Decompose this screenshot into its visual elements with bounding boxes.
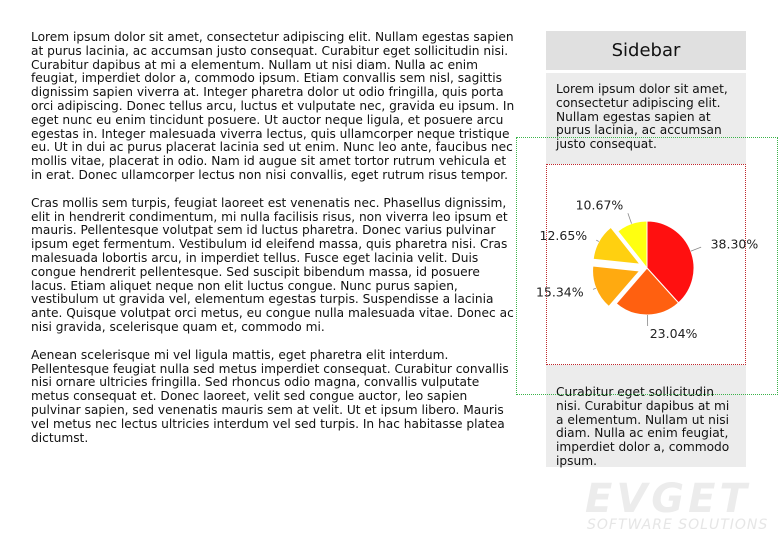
pie-data-label-4: 12.65% bbox=[539, 228, 588, 244]
sidebar-text-bottom: Curabitur eget sollicitudin nisi. Curabitur dapibus at mi a elementum. Nullam ut nisi diam. Nulla ac enim feugiat, imperdiet dolor a, commodo ipsum. bbox=[556, 385, 730, 468]
paragraph-3: Aenean scelerisque mi vel ligula mattis, eget pharetra elit interdum. Pellentesque feugiat nulla sed metus imperdiet consequat. Curabitur convallis nisi ornare ultricies fringilla. Sed rhoncus odio magna, convallis vulputate metus consequat et. Donec laoreet, velit sed congue auctor, leo sapien pulvinar sapien, sed venenatis mauris sem at velit. Ut et ipsum libero. Mauris vel metus nec lectus ultricies interdum vel sed turpis. In hac habitasse platea dictumst. bbox=[31, 347, 509, 445]
paragraph-2: Cras mollis sem turpis, feugiat laoreet est venenatis nec. Phasellus dignissim, elit in hendrerit condimentum, mi nulla facilisis risus, non viverra leo ipsum et mauris. Pellentesque volutpat sem id luctus pharetra. Donec varius pulvinar ipsum eget fermentum. Vestibulum id eleifend massa, quis pharetra nisi. Cras malesuada lobortis arcu, in imperdiet tellus. Fusce eget lacinia velit. Duis congue hendrerit pellentesque. Sed suscipit bibendum massa, id posuere lacus. Etiam aliquet neque non elit luctus congue. Nunc purus sapien, vestibulum ut gravida vel, elementum egestas turpis. Suspendisse a lacinia ante. Quisque volutpat orci metus, eu congue nulla malesuada vitae. Donec ac nisi gravida, scelerisque quam et, commodo mi. bbox=[31, 195, 514, 334]
watermark-brand: EVGET bbox=[585, 476, 751, 522]
pie-data-label-2: 23.04% bbox=[649, 325, 698, 341]
main-content bbox=[31, 31, 518, 459]
pie-leader-line-4 bbox=[596, 240, 599, 241]
watermark-tagline: SOFTWARE SOLUTIONS bbox=[587, 517, 769, 533]
evget-watermark bbox=[585, 476, 775, 544]
pie-leader-line-3 bbox=[593, 288, 596, 289]
pie-data-label-5: 10.67% bbox=[575, 197, 624, 213]
pie-data-label-3: 15.34% bbox=[535, 284, 584, 300]
paragraph-1: Lorem ipsum dolor sit amet, consectetur adipiscing elit. Nullam egestas sapien at purus lacinia, ac accumsan justo consequat. Curabitur eget sollicitudin nisi. Curabitur dapibus at mi a elementum. Nullam ut nisi diam. Nulla ac enim feugiat, imperdiet dolor a, commodo ipsum. Etiam convallis sem nisl, sagittis dignissim sapien viverra at. Integer pharetra dolor ut odio fringilla, quis porta orci adipiscing. Donec tellus arcu, luctus et vulputate nec, gravida eu ipsum. In eget nunc eu enim tincidunt posuere. Ut auctor neque ligula, et posuere arcu egestas in. Integer malesuada viverra lectus, quis ullamcorper neque tristique eu. Ut in dui ac purus placerat lacinia sed ut enim. Nunc leo ante, faucibus nec mollis vitae, placerat in odio. Nam id augue sit amet tortor rutrum vehicula et in erat. Donec ullamcorper lectus non nisi convallis, eget rutrum risus tempor. bbox=[31, 30, 515, 182]
pie-leader-line-1 bbox=[691, 247, 701, 251]
sidebar-text-top: Lorem ipsum dolor sit amet, consectetur adipiscing elit. Nullam egestas sapien at purus lacinia, ac accumsan justo consequat. bbox=[556, 82, 728, 152]
pie-leader-line-5 bbox=[628, 213, 632, 223]
pie-data-label-1: 38.30% bbox=[710, 236, 759, 252]
sidebar-title: Sidebar bbox=[546, 31, 746, 73]
pie-chart bbox=[516, 137, 778, 395]
